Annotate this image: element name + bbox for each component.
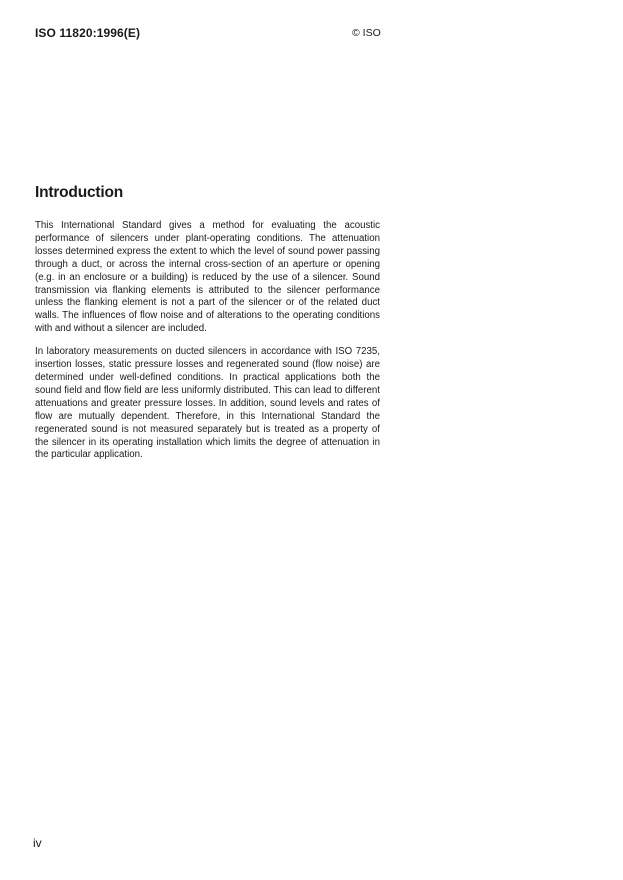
section-title: Introduction [35,184,123,201]
page-number: iv [33,836,42,850]
paragraph-2: In laboratory measurements on ducted silencers in accordance with ISO 7235, insertion losses, static pressure losses and regenerated sound (flow noise) are determined under well-defined conditions. In practical applications both the sound field and flow field are less uniformly distributed. This can lead to different attenuations and greater pressure losses. In addition, sound levels and rates of flow are mutually dependent. Therefore, in this International Standard the regenerated sound is not measured separately but is treated as a property of the silencer in its operating installation which limits the degree of attenuation in the particular application. [35,346,380,461]
body-text [35,220,380,472]
document-id: ISO 11820:1996(E) [35,26,141,40]
copyright-notice: © ISO [352,27,381,39]
paragraph-1: This International Standard gives a method for evaluating the acoustic performance of silencers under plant-operating conditions. The attenuation losses determined express the extent to which the level of sound power passing through a duct, or across the internal cross-section of an aperture or opening (e.g. in an enclosure or a building) is reduced by the use of a silencer. Sound transmission via flanking elements is attributed to the silencer performance unless the flanking element is not a part of the silencer or of the related duct walls. The influences of flow noise and of alterations to the operating conditions with and without a silencer are included. [35,220,380,335]
